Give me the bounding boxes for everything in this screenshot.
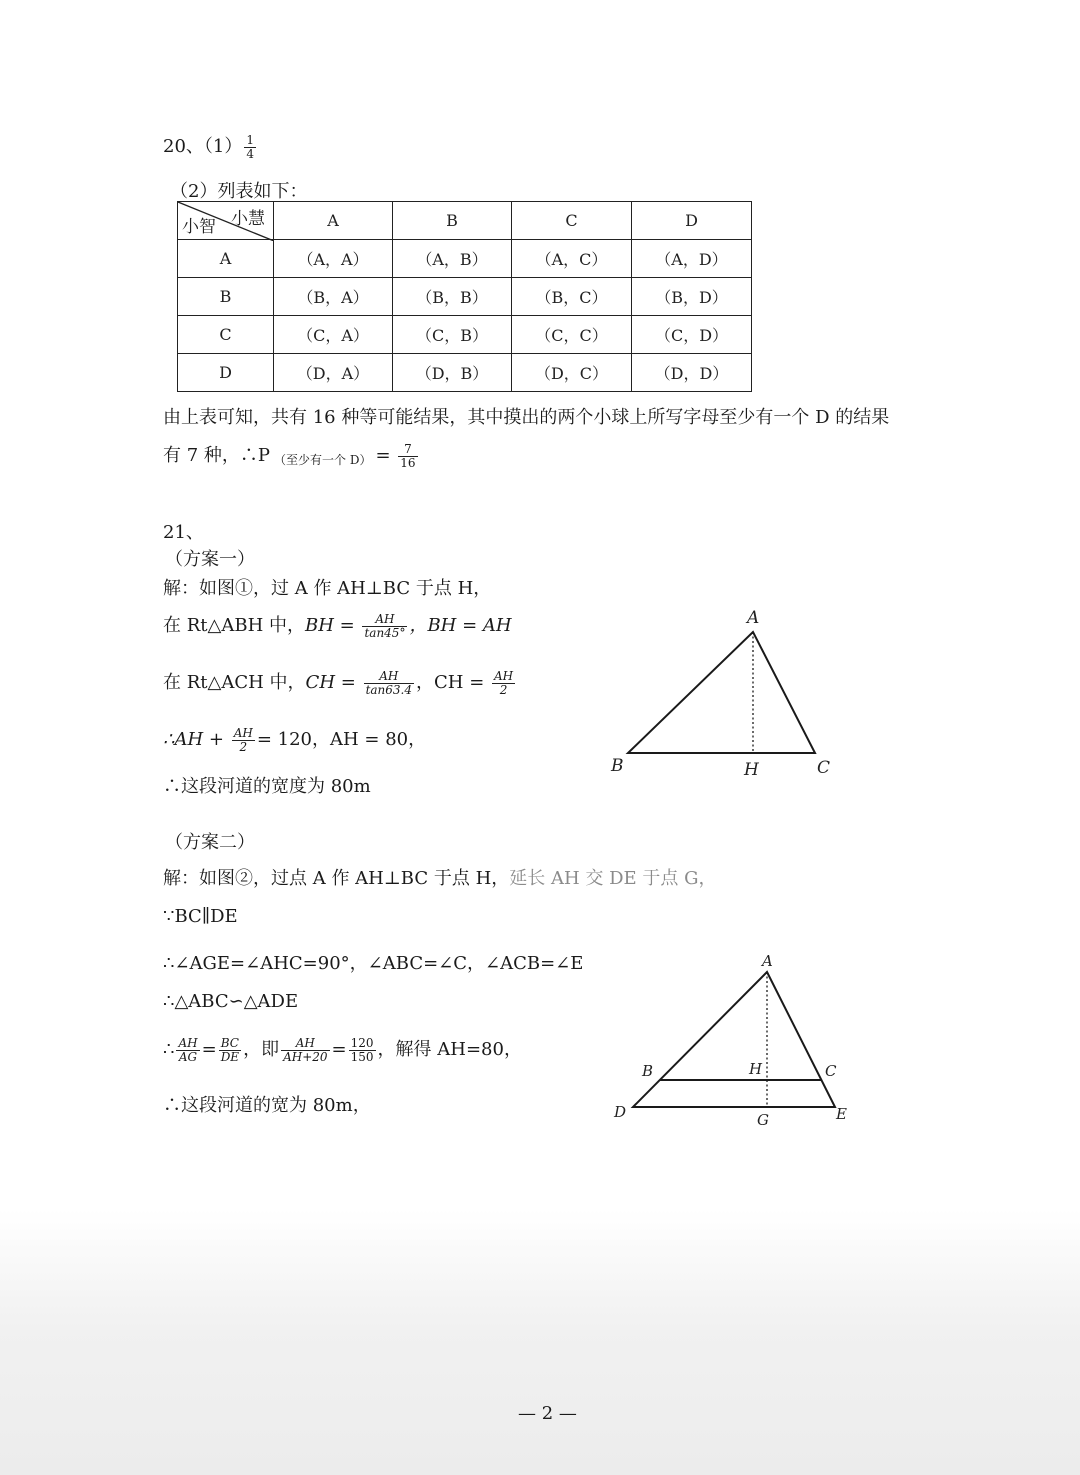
- table-corner-cell: [178, 202, 274, 240]
- column-header: C: [512, 202, 632, 240]
- vertex-label-b: B: [611, 756, 624, 776]
- fraction: $\frac{AH}{AG}$: [178, 1035, 198, 1064]
- vertex-label-c: C: [817, 758, 831, 778]
- triangle-ade: [633, 972, 835, 1107]
- table-cell: （B，A）: [274, 278, 393, 316]
- plan2-line5: ∴ $\frac{AH}{AG}$ = $\frac{BC}{DE}$ ，即 $\frac{AH}{AH+20}$ = $\frac{120}{150}$ ，解得 AH=80，: [163, 1035, 522, 1064]
- vertex-label-e: E: [836, 1105, 847, 1123]
- point-label-h: H: [749, 1060, 763, 1078]
- point-label-c: C: [825, 1062, 837, 1080]
- point-label-h: H: [744, 760, 759, 780]
- column-header: D: [632, 202, 752, 240]
- plan1-line1: 解：如图①，过 A 作 AH⊥BC 于点 H，: [163, 578, 492, 599]
- triangle-figure-2: [600, 945, 860, 1135]
- row-header: B: [178, 278, 274, 316]
- plan1-line3: 在 Rt△ACH 中，CH = $\frac{AH}{\tan 63.4}$ ，CH = $\frac{AH}{2}$: [163, 668, 514, 697]
- table-cell: （C，B）: [393, 316, 512, 354]
- table-cell: （D，B）: [393, 354, 512, 392]
- q20-result-fraction: $\frac{7}{16}$: [400, 441, 416, 470]
- table-cell: （A，A）: [274, 240, 393, 278]
- table-cell: （D，D）: [632, 354, 752, 392]
- row-header: D: [178, 354, 274, 392]
- fraction: $\frac{120}{150}$: [350, 1035, 374, 1064]
- column-axis-label: 小慧: [231, 209, 265, 229]
- q20-conclusion-line1: 由上表可知，共有 16 种等可能结果，其中摸出的两个小球上所写字母至少有一个 D 的结果: [163, 407, 890, 428]
- vertex-label-a: A: [747, 608, 760, 628]
- row-header: A: [178, 240, 274, 278]
- q20-conclusion-line2: 有 7 种，∴P $_{(至少有一个 D)}$ = $\frac{7}{16}$: [163, 441, 416, 470]
- q20-label: 20、（1）: [163, 136, 243, 157]
- table-cell: （C，C）: [512, 316, 632, 354]
- q20-part2-label: （2）列表如下：: [170, 181, 308, 202]
- plan2-line4: ∴△ABC∽△ADE: [163, 991, 299, 1012]
- row-axis-label: 小智: [182, 217, 216, 237]
- table-cell: （C，A）: [274, 316, 393, 354]
- fraction: $\frac{AH}{2}$: [233, 725, 253, 754]
- table-row: [178, 278, 752, 316]
- plan2-title: （方案二）: [165, 832, 255, 853]
- table-cell: （B，D）: [632, 278, 752, 316]
- page-number: — 2 —: [518, 1403, 577, 1424]
- vertex-label-d: D: [614, 1103, 627, 1121]
- vertex-label-a: A: [762, 952, 773, 970]
- q21-label: 21、: [163, 522, 204, 543]
- fraction: $\frac{AH}{\tan 63.4}$: [365, 668, 412, 697]
- table-cell: （D，C）: [512, 354, 632, 392]
- table-cell: （B，C）: [512, 278, 632, 316]
- plan2-line1: 解：如图②，过点 A 作 AH⊥BC 于点 H，延长 AH 交 DE 于点 G，: [163, 868, 717, 889]
- plan1-line5: ∴这段河道的宽度为 80m: [163, 776, 371, 797]
- table-row: [178, 316, 752, 354]
- table-cell: （A，C）: [512, 240, 632, 278]
- row-header: C: [178, 316, 274, 354]
- plan2-line2: ∵BC∥DE: [163, 906, 238, 927]
- table-cell: （D，A）: [274, 354, 393, 392]
- table-row: [178, 240, 752, 278]
- plan1-title: （方案一）: [165, 549, 255, 570]
- point-label-b: B: [642, 1062, 654, 1080]
- table-cell: （C，D）: [632, 316, 752, 354]
- fraction: $\frac{AH}{2}$: [494, 668, 514, 697]
- table-row: [178, 354, 752, 392]
- q20-answer1-fraction: $\frac{1}{4}$: [246, 132, 254, 161]
- plan2-line6: ∴这段河道的宽为 80m，: [163, 1095, 371, 1116]
- triangle-figure-1: [600, 600, 850, 790]
- table-cell: （B，B）: [393, 278, 512, 316]
- probability-subscript: （至少有一个 D）: [274, 453, 372, 467]
- table-header-row: [178, 202, 752, 240]
- table-cell: （A，B）: [393, 240, 512, 278]
- column-header: B: [393, 202, 512, 240]
- column-header: A: [274, 202, 393, 240]
- table-cell: （A，D）: [632, 240, 752, 278]
- fraction: $\frac{AH}{AH+20}$: [283, 1035, 328, 1064]
- point-label-g: G: [757, 1111, 769, 1129]
- fraction: $\frac{AH}{\tan 45^\circ}$: [364, 611, 406, 640]
- plan2-line3: ∴∠AGE=∠AHC=90°，∠ABC=∠C，∠ACB=∠E: [163, 953, 584, 974]
- plan1-line2: 在 Rt△ABH 中，BH = $\frac{AH}{\tan 45^\circ}$ ，BH = AH: [163, 611, 512, 640]
- plan1-line4: ∴AH + $\frac{AH}{2}$ = 120，AH = 80，: [163, 725, 427, 754]
- fraction: $\frac{BC}{DE}$: [220, 1035, 240, 1064]
- outcome-table: [177, 201, 752, 392]
- q20-header: [163, 132, 258, 161]
- triangle-abc: [628, 632, 815, 753]
